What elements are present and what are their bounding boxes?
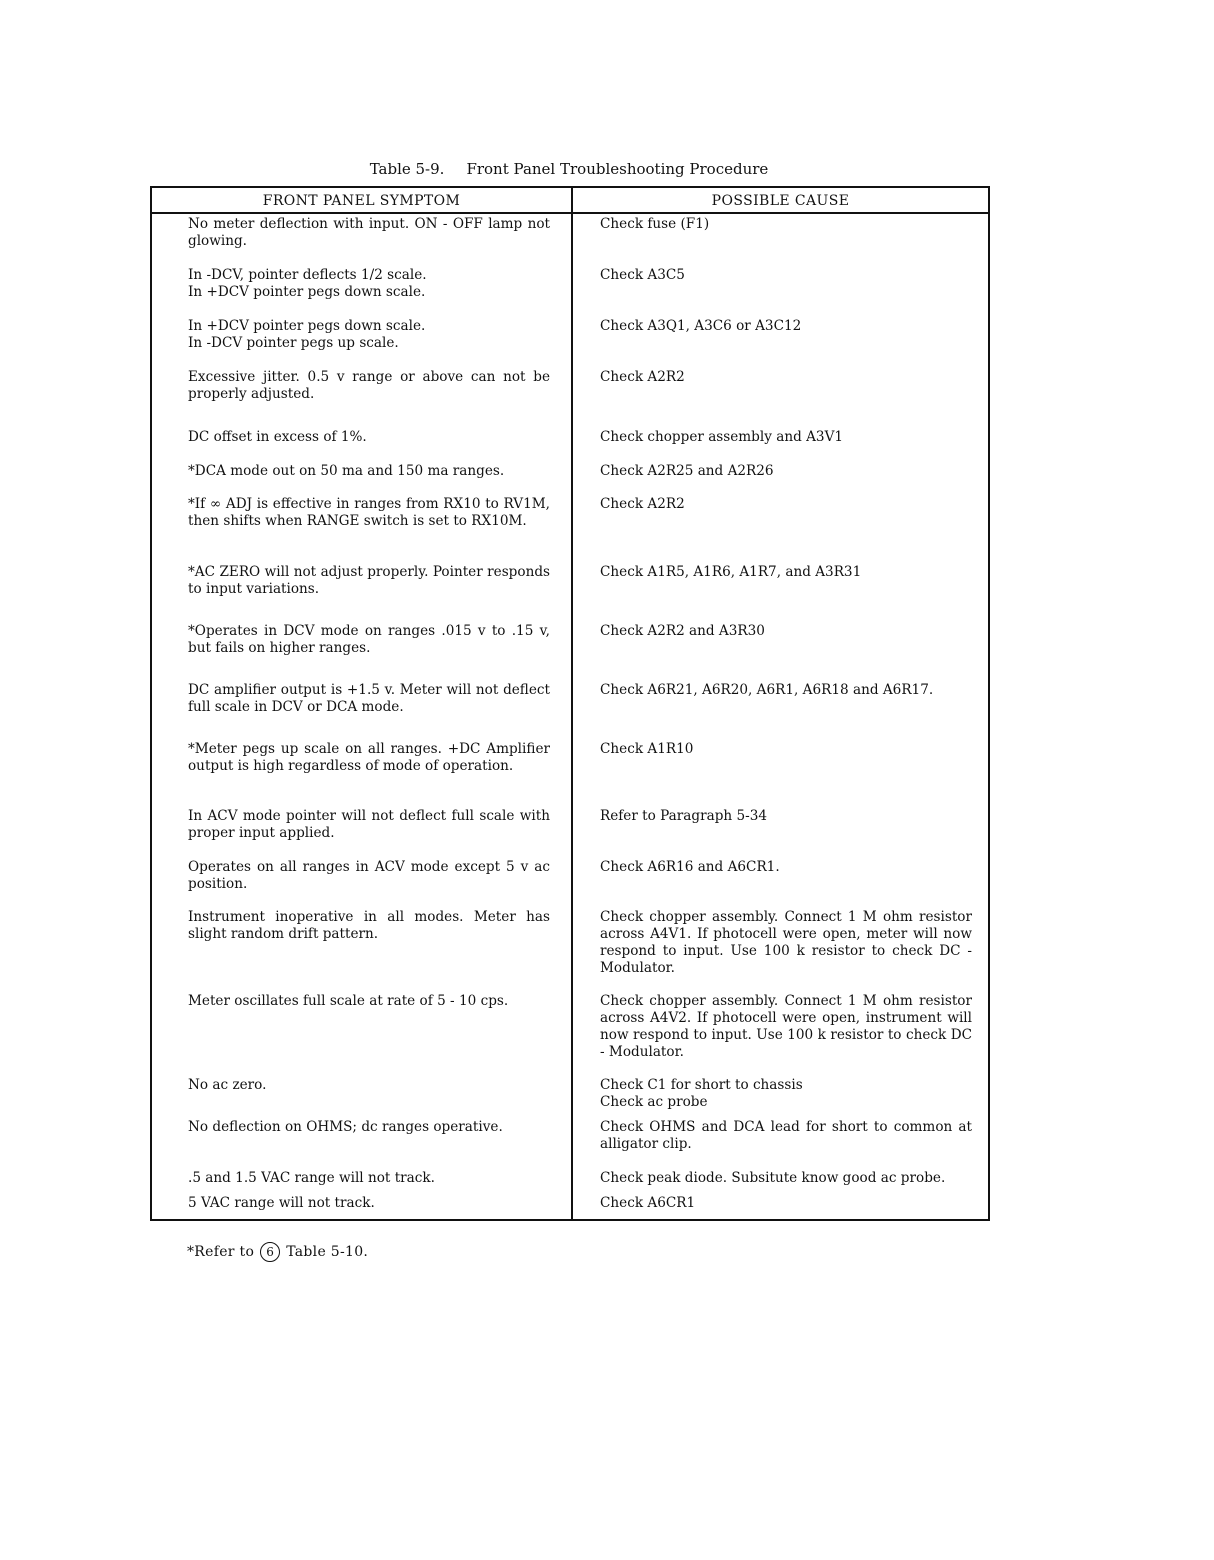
cause-text: Check A6R21, A6R20, A6R1, A6R18 and A6R17. (600, 682, 934, 698)
header-rule (152, 212, 988, 214)
symptom-text: In -DCV, pointer deflects 1/2 scale. In +DCV pointer pegs down scale. (188, 267, 427, 300)
cause-text: Check A2R2 and A3R30 (600, 623, 765, 639)
cause-text: Check A3C5 (600, 267, 685, 283)
symptom-text: Operates on all ranges in ACV mode except 5 v ac position. (188, 859, 550, 892)
symptom-text: No meter deflection with input. ON - OFF lamp not glowing. (188, 216, 550, 249)
cause-text: Check chopper assembly. Connect 1 M ohm resistor across A4V2. If photocell were open, instrument will now respond to input. Use 100 k resistor to check DC - Modulator. (600, 993, 972, 1060)
symptom-text: In ACV mode pointer will not deflect full scale with proper input applied. (188, 808, 550, 841)
footnote (187, 1242, 368, 1262)
cause-text: Check A3Q1, A3C6 or A3C12 (600, 318, 802, 334)
circled-reference: 6 (260, 1242, 280, 1262)
cause-text: Check chopper assembly and A3V1 (600, 429, 844, 445)
column-divider (571, 188, 573, 1219)
symptom-text: Meter oscillates full scale at rate of 5 - 10 cps. (188, 993, 509, 1009)
footnote-suffix: Table 5-10. (286, 1244, 369, 1260)
symptom-text: No ac zero. (188, 1077, 267, 1093)
table-caption (150, 160, 988, 178)
symptom-text: *AC ZERO will not adjust properly. Pointer responds to input variations. (188, 564, 550, 597)
table-title: Front Panel Troubleshooting Procedure (466, 160, 769, 178)
symptom-text: *If ∞ ADJ is effective in ranges from RX10 to RV1M, then shifts when RANGE switch is set to RX10M. (188, 496, 550, 529)
cause-text: Check A1R5, A1R6, A1R7, and A3R31 (600, 564, 862, 580)
cause-column-header: POSSIBLE CAUSE (711, 193, 850, 209)
symptom-column-header: FRONT PANEL SYMPTOM (262, 193, 461, 209)
symptom-text: In +DCV pointer pegs down scale. In -DCV pointer pegs up scale. (188, 318, 426, 351)
footnote-prefix: *Refer to (187, 1244, 255, 1260)
cause-text: Check OHMS and DCA lead for short to common at alligator clip. (600, 1119, 972, 1152)
cause-text: Check C1 for short to chassis Check ac probe (600, 1077, 803, 1110)
cause-text: Check A2R2 (600, 496, 685, 512)
symptom-text: Excessive jitter. 0.5 v range or above can not be properly adjusted. (188, 369, 550, 402)
symptom-text: No deflection on OHMS; dc ranges operative. (188, 1119, 503, 1135)
symptom-text: *Operates in DCV mode on ranges .015 v to .15 v, but fails on higher ranges. (188, 623, 550, 656)
symptom-text: *Meter pegs up scale on all ranges. +DC Amplifier output is high regardless of mode of operation. (188, 741, 550, 774)
cause-text: Check A2R25 and A2R26 (600, 463, 774, 479)
symptom-text: .5 and 1.5 VAC range will not track. (188, 1170, 435, 1186)
cause-text: Check peak diode. Subsitute know good ac probe. (600, 1170, 946, 1186)
cause-text: Refer to Paragraph 5-34 (600, 808, 768, 824)
troubleshooting-table (150, 186, 990, 1221)
cause-text: Check fuse (F1) (600, 216, 710, 232)
table-number: Table 5-9. (369, 160, 445, 178)
cause-text: Check A6R16 and A6CR1. (600, 859, 780, 875)
cause-text: Check chopper assembly. Connect 1 M ohm resistor across A4V1. If photocell were open, meter will now respond to input. Use 100 k resistor to check DC - Modulator. (600, 909, 972, 976)
symptom-text: Instrument inoperative in all modes. Meter has slight random drift pattern. (188, 909, 550, 942)
symptom-text: 5 VAC range will not track. (188, 1195, 375, 1211)
symptom-text: DC amplifier output is +1.5 v. Meter will not deflect full scale in DCV or DCA mode. (188, 682, 550, 715)
symptom-text: *DCA mode out on 50 ma and 150 ma ranges. (188, 463, 505, 479)
symptom-text: DC offset in excess of 1%. (188, 429, 367, 445)
cause-text: Check A2R2 (600, 369, 685, 385)
cause-text: Check A6CR1 (600, 1195, 696, 1211)
cause-text: Check A1R10 (600, 741, 694, 757)
